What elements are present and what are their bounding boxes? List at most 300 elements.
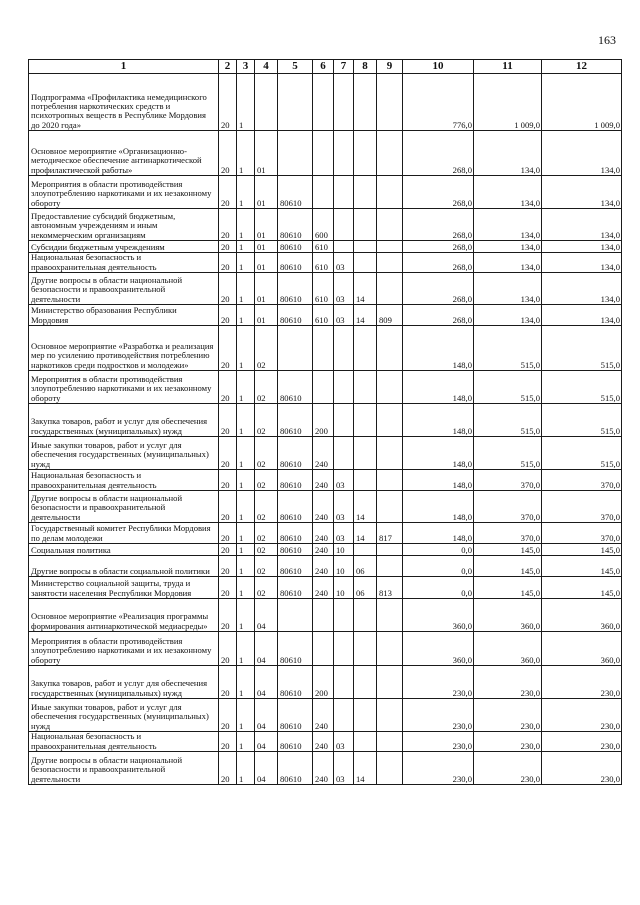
cell-expense-type <box>313 176 334 209</box>
cell-subsection <box>354 241 377 253</box>
cell-section: 10 <box>334 544 354 556</box>
cell-year-2019: 360,0 <box>403 632 474 666</box>
cell-budget-code: 20 <box>219 666 237 699</box>
cell-budget-code: 20 <box>219 632 237 666</box>
cell-year-2020: 145,0 <box>474 544 542 556</box>
cell-ministry <box>377 666 403 699</box>
cell-year-2021: 134,0 <box>542 273 622 305</box>
cell-year-2020: 134,0 <box>474 273 542 305</box>
cell-subsection <box>354 326 377 371</box>
cell-budget-code: 20 <box>219 523 237 544</box>
cell-year-2021: 370,0 <box>542 523 622 544</box>
table-body <box>29 74 622 785</box>
cell-name: Министерство социальной защиты, труда и занятости населения Республики Мордовия <box>29 577 219 599</box>
cell-budget-code: 20 <box>219 253 237 273</box>
cell-subsection: 14 <box>354 523 377 544</box>
cell-ministry: 809 <box>377 305 403 326</box>
cell-subprogram: 1 <box>237 577 255 599</box>
column-header-9: 9 <box>377 60 403 74</box>
cell-subsection <box>354 666 377 699</box>
cell-expense-type <box>313 371 334 404</box>
cell-ministry <box>377 131 403 176</box>
cell-subprogram: 1 <box>237 241 255 253</box>
cell-section: 03 <box>334 752 354 785</box>
cell-name: Иные закупки товаров, работ и услуг для обеспечения государственных (муниципальных) нужд <box>29 699 219 732</box>
cell-expense-type: 200 <box>313 666 334 699</box>
cell-year-2020: 134,0 <box>474 253 542 273</box>
cell-event: 01 <box>255 305 278 326</box>
cell-subprogram: 1 <box>237 523 255 544</box>
cell-expense-type: 240 <box>313 470 334 491</box>
cell-direction: 80610 <box>278 437 313 470</box>
cell-year-2021: 145,0 <box>542 544 622 556</box>
cell-year-2021: 134,0 <box>542 253 622 273</box>
cell-section <box>334 74 354 131</box>
cell-year-2019: 148,0 <box>403 470 474 491</box>
cell-year-2020: 360,0 <box>474 632 542 666</box>
table-row <box>29 752 622 785</box>
cell-name: Основное мероприятие «Организационно-методическое обеспечение антинаркотической профилактической работы» <box>29 131 219 176</box>
cell-name: Другие вопросы в области национальной безопасности и правоохранительной деятельности <box>29 273 219 305</box>
cell-budget-code: 20 <box>219 491 237 523</box>
cell-subsection: 14 <box>354 305 377 326</box>
cell-subsection <box>354 371 377 404</box>
cell-budget-code: 20 <box>219 404 237 437</box>
cell-direction: 80610 <box>278 699 313 732</box>
cell-budget-code: 20 <box>219 209 237 241</box>
cell-subprogram: 1 <box>237 752 255 785</box>
cell-expense-type <box>313 632 334 666</box>
cell-subprogram: 1 <box>237 632 255 666</box>
cell-budget-code: 20 <box>219 577 237 599</box>
cell-event: 01 <box>255 209 278 241</box>
cell-section: 03 <box>334 305 354 326</box>
cell-ministry <box>377 253 403 273</box>
cell-ministry <box>377 326 403 371</box>
table-row <box>29 404 622 437</box>
cell-subprogram: 1 <box>237 404 255 437</box>
cell-direction <box>278 74 313 131</box>
cell-budget-code: 20 <box>219 305 237 326</box>
cell-budget-code: 20 <box>219 371 237 404</box>
cell-year-2019: 268,0 <box>403 253 474 273</box>
table-row <box>29 371 622 404</box>
cell-year-2020: 515,0 <box>474 326 542 371</box>
cell-name: Основное мероприятие «Реализация программы формирования антинаркотической медиасреды» <box>29 599 219 632</box>
cell-event: 02 <box>255 404 278 437</box>
cell-subsection <box>354 404 377 437</box>
cell-expense-type: 610 <box>313 253 334 273</box>
cell-expense-type <box>313 599 334 632</box>
cell-subsection <box>354 599 377 632</box>
cell-event: 02 <box>255 326 278 371</box>
cell-expense-type: 610 <box>313 273 334 305</box>
cell-year-2021: 230,0 <box>542 666 622 699</box>
cell-year-2021: 230,0 <box>542 752 622 785</box>
cell-event: 02 <box>255 437 278 470</box>
cell-subsection <box>354 131 377 176</box>
column-header-10: 10 <box>403 60 474 74</box>
cell-year-2020: 370,0 <box>474 523 542 544</box>
cell-subsection <box>354 470 377 491</box>
cell-year-2021: 134,0 <box>542 305 622 326</box>
cell-section: 03 <box>334 273 354 305</box>
cell-year-2021: 360,0 <box>542 599 622 632</box>
table-row <box>29 74 622 131</box>
cell-subsection: 14 <box>354 752 377 785</box>
cell-year-2019: 230,0 <box>403 666 474 699</box>
cell-budget-code: 20 <box>219 699 237 732</box>
cell-direction <box>278 326 313 371</box>
cell-year-2021: 145,0 <box>542 556 622 577</box>
cell-year-2019: 148,0 <box>403 491 474 523</box>
cell-section <box>334 404 354 437</box>
cell-event: 04 <box>255 666 278 699</box>
cell-expense-type: 240 <box>313 491 334 523</box>
cell-section: 03 <box>334 732 354 752</box>
cell-budget-code: 20 <box>219 752 237 785</box>
cell-ministry <box>377 74 403 131</box>
cell-expense-type: 240 <box>313 577 334 599</box>
cell-direction: 80610 <box>278 371 313 404</box>
cell-year-2019: 230,0 <box>403 752 474 785</box>
cell-year-2019: 148,0 <box>403 371 474 404</box>
cell-year-2021: 515,0 <box>542 326 622 371</box>
table-row <box>29 732 622 752</box>
table-row <box>29 577 622 599</box>
cell-year-2020: 360,0 <box>474 599 542 632</box>
cell-section: 10 <box>334 577 354 599</box>
cell-year-2021: 134,0 <box>542 241 622 253</box>
cell-direction: 80610 <box>278 253 313 273</box>
cell-year-2021: 230,0 <box>542 699 622 732</box>
cell-name: Иные закупки товаров, работ и услуг для обеспечения государственных (муниципальных) нужд <box>29 437 219 470</box>
table-row <box>29 131 622 176</box>
cell-subprogram: 1 <box>237 326 255 371</box>
cell-subsection <box>354 699 377 732</box>
cell-year-2020: 134,0 <box>474 305 542 326</box>
cell-budget-code: 20 <box>219 470 237 491</box>
cell-ministry <box>377 732 403 752</box>
cell-ministry <box>377 556 403 577</box>
cell-event: 02 <box>255 544 278 556</box>
cell-budget-code: 20 <box>219 544 237 556</box>
cell-year-2020: 230,0 <box>474 699 542 732</box>
cell-year-2020: 370,0 <box>474 491 542 523</box>
table-row <box>29 273 622 305</box>
cell-section <box>334 437 354 470</box>
cell-event: 02 <box>255 371 278 404</box>
cell-section <box>334 241 354 253</box>
cell-year-2019: 148,0 <box>403 437 474 470</box>
cell-event: 02 <box>255 556 278 577</box>
cell-name: Субсидии бюджетным учреждениям <box>29 241 219 253</box>
table-row <box>29 326 622 371</box>
cell-year-2020: 134,0 <box>474 176 542 209</box>
cell-subsection <box>354 253 377 273</box>
table-row <box>29 305 622 326</box>
cell-direction: 80610 <box>278 666 313 699</box>
cell-subsection: 14 <box>354 273 377 305</box>
cell-ministry <box>377 470 403 491</box>
cell-ministry <box>377 491 403 523</box>
cell-expense-type: 610 <box>313 305 334 326</box>
table-header-row <box>29 60 622 74</box>
cell-section: 03 <box>334 470 354 491</box>
cell-year-2020: 145,0 <box>474 556 542 577</box>
cell-section <box>334 699 354 732</box>
cell-subprogram: 1 <box>237 556 255 577</box>
cell-direction: 80610 <box>278 305 313 326</box>
cell-subprogram: 1 <box>237 470 255 491</box>
cell-year-2019: 776,0 <box>403 74 474 131</box>
cell-subprogram: 1 <box>237 131 255 176</box>
cell-year-2019: 230,0 <box>403 699 474 732</box>
cell-year-2021: 515,0 <box>542 371 622 404</box>
cell-ministry: 813 <box>377 577 403 599</box>
cell-event: 04 <box>255 699 278 732</box>
cell-year-2019: 268,0 <box>403 241 474 253</box>
cell-event <box>255 74 278 131</box>
table-row <box>29 470 622 491</box>
cell-budget-code: 20 <box>219 273 237 305</box>
cell-direction: 80610 <box>278 491 313 523</box>
cell-budget-code: 20 <box>219 556 237 577</box>
cell-year-2020: 134,0 <box>474 209 542 241</box>
cell-subprogram: 1 <box>237 74 255 131</box>
cell-subsection: 06 <box>354 556 377 577</box>
cell-year-2020: 230,0 <box>474 666 542 699</box>
table-row <box>29 253 622 273</box>
cell-name: Мероприятия в области противодействия злоупотреблению наркотиками и их незаконному обороту <box>29 176 219 209</box>
cell-budget-code: 20 <box>219 131 237 176</box>
cell-ministry <box>377 599 403 632</box>
cell-year-2019: 148,0 <box>403 326 474 371</box>
page-number: 163 <box>598 33 616 47</box>
cell-section <box>334 209 354 241</box>
cell-section <box>334 131 354 176</box>
column-header-7: 7 <box>334 60 354 74</box>
cell-expense-type: 240 <box>313 556 334 577</box>
cell-ministry <box>377 176 403 209</box>
cell-year-2021: 145,0 <box>542 577 622 599</box>
cell-year-2020: 515,0 <box>474 437 542 470</box>
cell-ministry <box>377 273 403 305</box>
cell-subprogram: 1 <box>237 305 255 326</box>
table-row <box>29 176 622 209</box>
cell-subprogram: 1 <box>237 371 255 404</box>
column-header-1: 1 <box>29 60 219 74</box>
cell-year-2019: 0,0 <box>403 556 474 577</box>
cell-year-2020: 145,0 <box>474 577 542 599</box>
cell-expense-type <box>313 326 334 371</box>
cell-name: Национальная безопасность и правоохранительная деятельность <box>29 732 219 752</box>
cell-year-2019: 268,0 <box>403 176 474 209</box>
cell-event: 01 <box>255 241 278 253</box>
cell-subprogram: 1 <box>237 253 255 273</box>
cell-direction: 80610 <box>278 556 313 577</box>
column-header-6: 6 <box>313 60 334 74</box>
cell-name: Другие вопросы в области социальной политики <box>29 556 219 577</box>
cell-year-2020: 134,0 <box>474 241 542 253</box>
cell-year-2019: 148,0 <box>403 404 474 437</box>
cell-event: 02 <box>255 577 278 599</box>
cell-section <box>334 632 354 666</box>
cell-subsection <box>354 732 377 752</box>
cell-direction: 80610 <box>278 273 313 305</box>
cell-name: Закупка товаров, работ и услуг для обеспечения государственных (муниципальных) нужд <box>29 666 219 699</box>
cell-event: 04 <box>255 599 278 632</box>
cell-expense-type: 240 <box>313 732 334 752</box>
cell-event: 04 <box>255 752 278 785</box>
cell-subsection <box>354 632 377 666</box>
cell-subprogram: 1 <box>237 437 255 470</box>
cell-subsection <box>354 209 377 241</box>
cell-year-2020: 134,0 <box>474 131 542 176</box>
cell-direction: 80610 <box>278 632 313 666</box>
cell-direction: 80610 <box>278 470 313 491</box>
cell-ministry: 817 <box>377 523 403 544</box>
cell-year-2019: 268,0 <box>403 131 474 176</box>
cell-event: 04 <box>255 632 278 666</box>
cell-event: 02 <box>255 523 278 544</box>
budget-table <box>28 59 622 785</box>
cell-year-2019: 268,0 <box>403 209 474 241</box>
cell-year-2021: 134,0 <box>542 131 622 176</box>
cell-event: 01 <box>255 131 278 176</box>
cell-budget-code: 20 <box>219 599 237 632</box>
cell-subprogram: 1 <box>237 699 255 732</box>
cell-section: 10 <box>334 556 354 577</box>
table-row <box>29 666 622 699</box>
cell-year-2019: 0,0 <box>403 577 474 599</box>
cell-name: Мероприятия в области противодействия злоупотреблению наркотиками и их незаконному обороту <box>29 371 219 404</box>
column-header-11: 11 <box>474 60 542 74</box>
cell-event: 01 <box>255 176 278 209</box>
cell-expense-type <box>313 131 334 176</box>
cell-expense-type: 240 <box>313 699 334 732</box>
cell-ministry <box>377 404 403 437</box>
cell-direction: 80610 <box>278 176 313 209</box>
cell-year-2019: 148,0 <box>403 523 474 544</box>
cell-year-2021: 134,0 <box>542 176 622 209</box>
cell-budget-code: 20 <box>219 437 237 470</box>
column-header-4: 4 <box>255 60 278 74</box>
cell-ministry <box>377 544 403 556</box>
table-row <box>29 699 622 732</box>
cell-year-2021: 515,0 <box>542 437 622 470</box>
cell-ministry <box>377 241 403 253</box>
cell-expense-type: 610 <box>313 241 334 253</box>
cell-subprogram: 1 <box>237 666 255 699</box>
cell-name: Министерство образования Республики Мордовия <box>29 305 219 326</box>
cell-year-2020: 370,0 <box>474 470 542 491</box>
cell-event: 01 <box>255 253 278 273</box>
column-header-2: 2 <box>219 60 237 74</box>
cell-event: 01 <box>255 273 278 305</box>
cell-year-2019: 230,0 <box>403 732 474 752</box>
cell-expense-type: 600 <box>313 209 334 241</box>
cell-budget-code: 20 <box>219 74 237 131</box>
table-row <box>29 241 622 253</box>
cell-name: Другие вопросы в области национальной безопасности и правоохранительной деятельности <box>29 752 219 785</box>
table-row <box>29 209 622 241</box>
cell-event: 02 <box>255 470 278 491</box>
cell-year-2021: 230,0 <box>542 732 622 752</box>
cell-name: Основное мероприятие «Разработка и реализация мер по усилению противодействия потреблению наркотиков среди подростков и молодежи» <box>29 326 219 371</box>
table-row <box>29 632 622 666</box>
cell-name: Мероприятия в области противодействия злоупотреблению наркотиками и их незаконному обороту <box>29 632 219 666</box>
cell-direction: 80610 <box>278 523 313 544</box>
cell-budget-code: 20 <box>219 732 237 752</box>
cell-subprogram: 1 <box>237 176 255 209</box>
cell-expense-type: 240 <box>313 544 334 556</box>
cell-subsection <box>354 74 377 131</box>
cell-direction: 80610 <box>278 544 313 556</box>
cell-budget-code: 20 <box>219 241 237 253</box>
cell-ministry <box>377 209 403 241</box>
cell-direction: 80610 <box>278 752 313 785</box>
cell-direction <box>278 131 313 176</box>
cell-section: 03 <box>334 523 354 544</box>
cell-expense-type <box>313 74 334 131</box>
table-row <box>29 491 622 523</box>
cell-ministry <box>377 699 403 732</box>
column-header-12: 12 <box>542 60 622 74</box>
cell-year-2020: 230,0 <box>474 732 542 752</box>
cell-name: Социальная политика <box>29 544 219 556</box>
cell-year-2021: 134,0 <box>542 209 622 241</box>
cell-subprogram: 1 <box>237 209 255 241</box>
cell-section <box>334 326 354 371</box>
cell-section <box>334 371 354 404</box>
cell-expense-type: 200 <box>313 404 334 437</box>
cell-subprogram: 1 <box>237 599 255 632</box>
cell-subsection <box>354 176 377 209</box>
column-header-3: 3 <box>237 60 255 74</box>
cell-ministry <box>377 437 403 470</box>
cell-year-2020: 1 009,0 <box>474 74 542 131</box>
cell-year-2020: 230,0 <box>474 752 542 785</box>
cell-name: Государственный комитет Республики Мордовия по делам молодежи <box>29 523 219 544</box>
cell-year-2020: 515,0 <box>474 404 542 437</box>
cell-name: Подпрограмма «Профилактика немедицинского потребления наркотических средств и психотропных веществ в Республике Мордовия до 2020 года» <box>29 74 219 131</box>
cell-year-2020: 515,0 <box>474 371 542 404</box>
cell-budget-code: 20 <box>219 176 237 209</box>
cell-subprogram: 1 <box>237 732 255 752</box>
cell-year-2019: 360,0 <box>403 599 474 632</box>
cell-name: Другие вопросы в области национальной безопасности и правоохранительной деятельности <box>29 491 219 523</box>
cell-subprogram: 1 <box>237 273 255 305</box>
table-row <box>29 544 622 556</box>
cell-event: 04 <box>255 732 278 752</box>
table-row <box>29 599 622 632</box>
cell-year-2019: 0,0 <box>403 544 474 556</box>
cell-expense-type: 240 <box>313 752 334 785</box>
cell-section <box>334 599 354 632</box>
cell-event: 02 <box>255 491 278 523</box>
cell-ministry <box>377 371 403 404</box>
cell-ministry <box>377 632 403 666</box>
cell-budget-code: 20 <box>219 326 237 371</box>
cell-direction: 80610 <box>278 241 313 253</box>
cell-direction: 80610 <box>278 732 313 752</box>
cell-year-2021: 515,0 <box>542 404 622 437</box>
cell-year-2021: 1 009,0 <box>542 74 622 131</box>
cell-expense-type: 240 <box>313 523 334 544</box>
cell-direction <box>278 599 313 632</box>
cell-direction: 80610 <box>278 577 313 599</box>
